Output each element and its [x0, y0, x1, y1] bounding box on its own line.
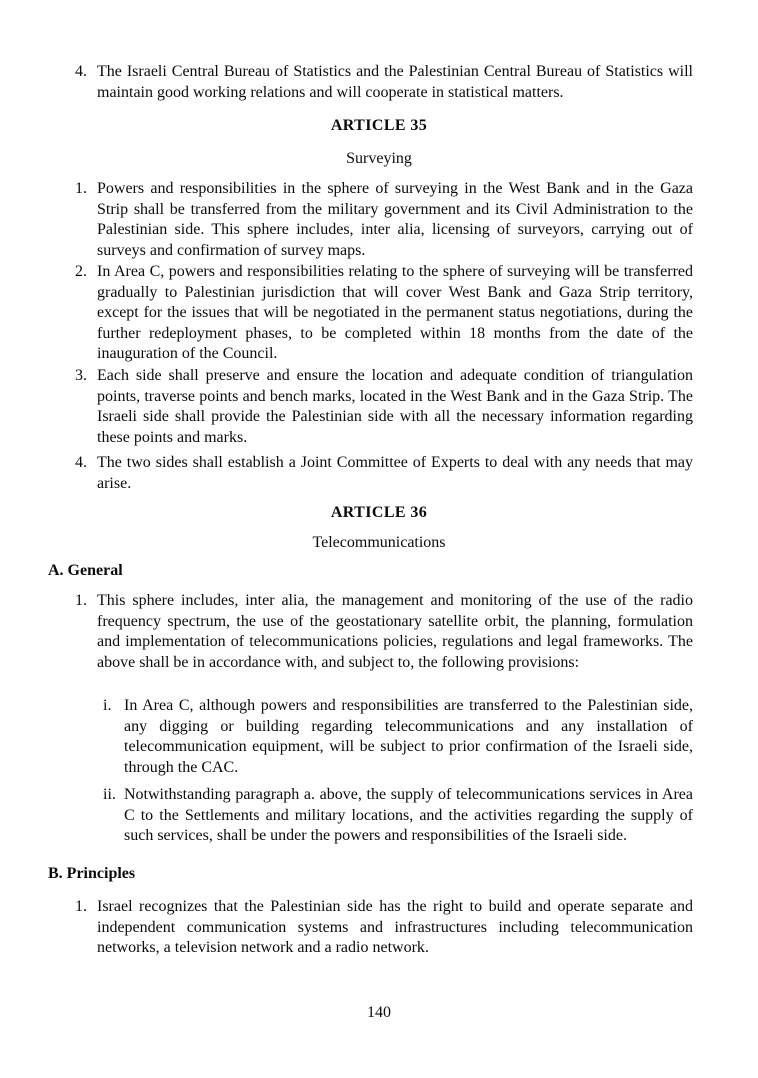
item-text: Israel recognizes that the Palestinian side has the right to build and operate separate and independent communication systems and infrastructures including telecommunication networks, a television network and a radio network.: [97, 898, 693, 956]
item-text: Powers and responsibilities in the sphere of surveying in the West Bank and in the Gaza Strip shall be transferred from the military government and its Civil Administration to the Palestinian side. This sphere includes, inter alia, licensing of surveyors, carrying out of surveys and confirmation of survey maps.: [97, 180, 693, 259]
subitem-number: i.: [103, 697, 112, 714]
item-text: The Israeli Central Bureau of Statistics and the Palestinian Central Bureau of Statistics will maintain good working relations and will cooperate in statistical matters.: [97, 63, 693, 101]
item-number: 3.: [75, 367, 87, 384]
article-35-heading: ARTICLE 35: [330, 117, 428, 134]
section-b-heading: B. Principles: [48, 865, 136, 882]
item-text: In Area C, powers and responsibilities relating to the sphere of surveying will be transferred gradually to Palestinian jurisdiction that will cover West Bank and Gaza Strip territory, except for the issues that will be negotiated in the permanent status negotiations, during the further redeployment phases, to be completed within 18 months from the date of the inauguration of the Council.: [97, 263, 693, 362]
item-number: 4.: [75, 63, 87, 80]
sub-list-item: [103, 696, 693, 778]
list-item: [75, 366, 693, 448]
list-item: [75, 591, 693, 673]
item-number: 2.: [75, 263, 87, 280]
article-36-heading: ARTICLE 36: [330, 504, 428, 521]
item-text: The two sides shall establish a Joint Committee of Experts to deal with any needs that may arise.: [97, 454, 693, 492]
list-item: [75, 62, 693, 103]
item-text: Each side shall preserve and ensure the location and adequate condition of triangulation points, traverse points and bench marks, located in the West Bank and in the Gaza Strip. The Israeli side shall provide the Palestinian side with all the necessary information regarding these points and marks.: [97, 367, 693, 446]
list-item: [75, 897, 693, 959]
page-number: 140: [367, 1004, 391, 1021]
list-item: [75, 179, 693, 261]
item-number: 1.: [75, 592, 87, 609]
list-item: [75, 453, 693, 494]
subitem-text: In Area C, although powers and responsibilities are transferred to the Palestinian side, any digging or building regarding telecommunications and any installation of telecommunication equipment, will be subject to prior confirmation of the Israeli side, through the CAC.: [124, 697, 693, 776]
item-number: 4.: [75, 454, 87, 471]
article-36-title: Telecommunications: [312, 534, 446, 551]
section-a-heading: A. General: [48, 562, 123, 579]
item-number: 1.: [75, 898, 87, 915]
article-35-title: Surveying: [346, 150, 412, 167]
item-text: This sphere includes, inter alia, the management and monitoring of the use of the radio frequency spectrum, the use of the geostationary satellite orbit, the planning, formulation and implementation of telecommunications policies, regulations and legal frameworks. The above shall be in accordance with, and subject to, the following provisions:: [97, 592, 693, 671]
subitem-number: ii.: [103, 786, 116, 803]
sub-list-item: [103, 785, 693, 847]
item-number: 1.: [75, 180, 87, 197]
subitem-text: Notwithstanding paragraph a. above, the supply of telecommunications services in Area C to the Settlements and military locations, and the activities regarding the supply of such services, shall be under the powers and responsibilities of the Israeli side.: [124, 786, 693, 844]
list-item: [75, 262, 693, 365]
